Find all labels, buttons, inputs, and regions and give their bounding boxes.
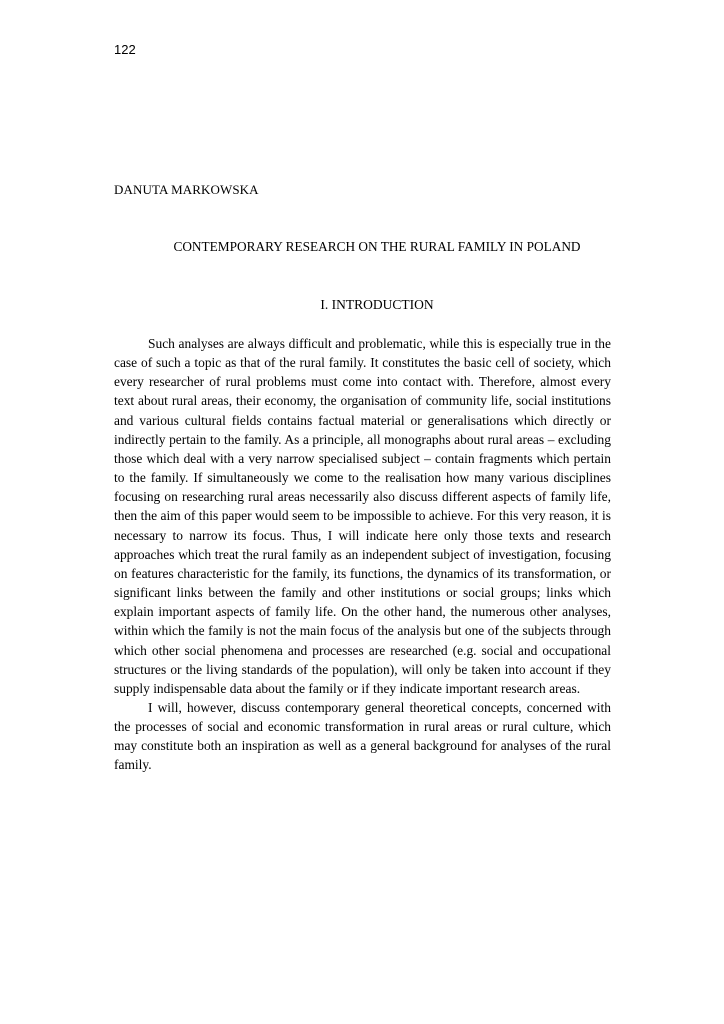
- paragraph: I will, however, discuss contemporary general theoretical concepts, concerned with the processes of social and economic transformation in rural areas or rural culture, which may constitute both an inspiration as well as a general background for analyses of the rural family.: [114, 699, 611, 773]
- article-title: CONTEMPORARY RESEARCH ON THE RURAL FAMILY IN POLAND: [173, 239, 581, 254]
- page-number: 122: [114, 42, 136, 57]
- body-text: [114, 334, 611, 775]
- section-heading: I. INTRODUCTION: [320, 297, 434, 312]
- author-name: DANUTA MARKOWSKA: [114, 182, 259, 197]
- paragraph: Such analyses are always difficult and problematic, while this is especially true in the case of such a topic as that of the rural family. It constitutes the basic cell of society, which every researcher of rural problems must come into contact with. Therefore, almost every text about rural areas, their economy, the organisation of community life, social institutions and various cultural fields contains factual material or generalisations which directly or indirectly pertain to the family. As a principle, all monographs about rural areas – excluding those which deal with a very narrow specialised subject – contain fragments which pertain to the family. If simultaneously we come to the realisation how many various disciplines focusing on researching rural areas necessarily also discuss different aspects of family life, then the aim of this paper would seem to be impossible to achieve. For this very reason, it is necessary to narrow its focus. Thus, I will indicate here only those texts and research approaches which treat the rural family as an independent subject of investigation, focusing on features characteristic for the family, its functions, the dynamics of its transformation, or significant links between the family and other institutions or social groups; links which explain important aspects of family life. On the other hand, the numerous other analyses, within which the family is not the main focus of the analysis but one of the subjects through which other social phenomena and processes are researched (e.g. social and occupational structures or the living standards of the population), will only be taken into account if they supply indispensable data about the family or if they indicate important research areas.: [114, 336, 611, 696]
